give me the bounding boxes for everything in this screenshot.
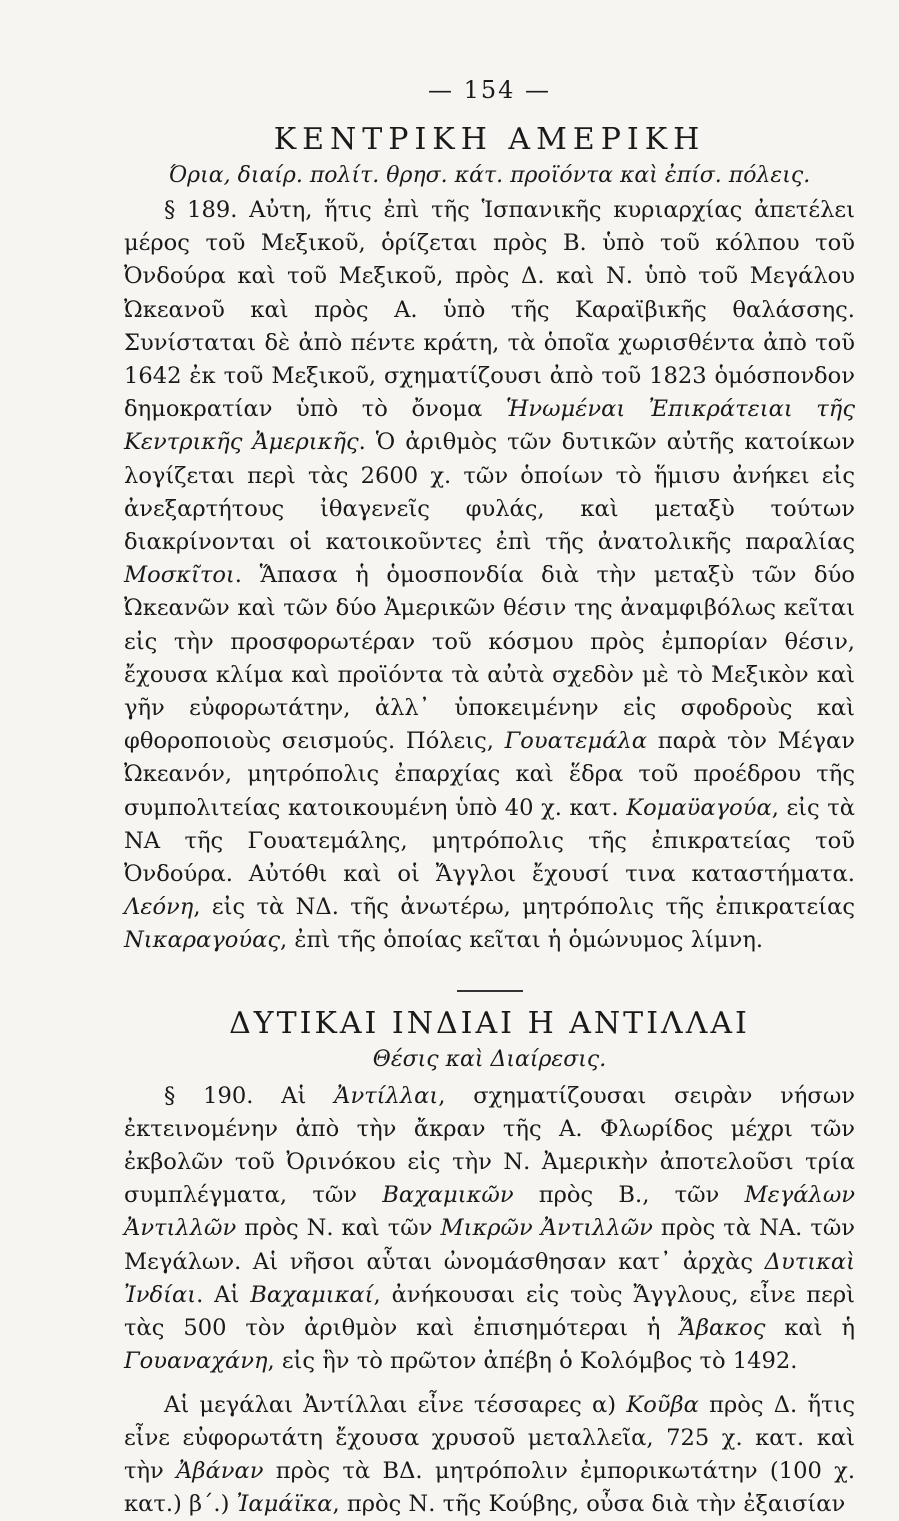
text-run: , εἰς ἣν τὸ πρῶτον ἀπέβη ὁ Κολόμβος τὸ 1492. — [267, 1348, 797, 1374]
text-run: πρὸς τὰ ΒΔ. μητρόπολιν ἐμπορικωτάτην (100 χ. κατ.) β΄.) — [124, 1458, 855, 1517]
text-run: καὶ ἡ — [765, 1315, 855, 1341]
italic-term: Γουατεμάλα — [505, 728, 647, 754]
italic-term: Ἀβάναν — [176, 1458, 263, 1484]
text-run: πρὸς Β., τῶν — [514, 1182, 745, 1208]
paragraph-great-antilles — [124, 1389, 855, 1521]
paragraph-190 — [124, 1080, 855, 1379]
text-run: , ἀνήκουσαι εἰς τοὺς Ἄγγλους, εἶνε περὶ τὰς 500 τὸν ἀριθμὸν καὶ ἐπισημότεραι ἡ — [124, 1282, 855, 1341]
paragraph-189 — [124, 194, 855, 958]
italic-term: Ἀντίλλαι — [334, 1083, 438, 1109]
text-run: . Ἅπασα ἡ ὁμοσπονδία διὰ τὴν μεταξὺ τῶν δύο Ὠκεανῶν καὶ τῶν δύο Ἀμερικῶν θέσιν της ἀναμφιβόλως κεῖται εἰς τὴν προσφορωτέραν τοῦ κόσμου πρὸς ἐμπορίαν θέσιν, ἔχουσα κλίμα καὶ προϊόντα τὰ αὐτὰ σχεδὸν μὲ τὸ Μεξικὸν καὶ γῆν εὐφορωτάτην, ἀλλ᾽ ὑποκειμένην εἰς σφοδροὺς καὶ φθοροποιοὺς σεισμούς. Πόλεις, — [124, 562, 855, 754]
text-run: . Αἱ — [196, 1282, 250, 1308]
italic-term: Δυτικαὶ Ἰνδίαι — [124, 1249, 855, 1308]
section-title-central-america: ΚΕΝΤΡΙΚΗ ΑΜΕΡΙΚΗ — [124, 122, 855, 157]
italic-term: Βαχαμικαί — [250, 1282, 373, 1308]
text-run: πρὸς τὰ ΝΑ. τῶν Μεγάλων. Αἱ νῆσοι αὗται ὠνομάσθησαν κατ᾽ ἀρχὰς — [124, 1215, 855, 1274]
page-number: — 154 — — [124, 76, 855, 104]
italic-term: Ἰαμάϊκα — [237, 1491, 333, 1517]
text-run: § 190. Αἱ — [164, 1083, 334, 1109]
italic-term: Νικαραγούας — [124, 927, 280, 953]
text-run: πρὸς Ν. καὶ τῶν — [236, 1215, 440, 1241]
italic-term: Βαχαμικῶν — [382, 1182, 513, 1208]
italic-term: Μεγάλων Ἀντιλλῶν — [124, 1182, 855, 1241]
text-run: , εἰς τὰ ΝΔ. τῆς ἀνωτέρω, μητρόπολις τῆς ἐπικρατείας — [193, 894, 855, 920]
text-run: , σχηματίζουσαι σειρὰν νήσων ἐκτεινομένην ἀπὸ τὴν ἄκραν τῆς Α. Φλωρίδος μέχρι τῶν ἐκβολῶν τοῦ Ὀρινόκου εἰς τὴν Ν. Ἀμερικὴν ἀποτελοῦσι τρία συμπλέγματα, τῶν — [124, 1083, 855, 1209]
italic-term: Ἡνωμέναι Ἐπικράτειαι τῆς Κεντρικῆς Ἀμερικῆς — [124, 396, 855, 455]
italic-term: Μικρῶν Ἀντιλλῶν — [440, 1215, 652, 1241]
italic-term: Μοσκῖτοι — [124, 562, 235, 588]
italic-term: Ἄβακος — [679, 1315, 765, 1341]
text-run: . Ὁ ἀριθμὸς τῶν δυτικῶν αὐτῆς κατοίκων λογίζεται περὶ τὰς 2600 χ. τῶν ὁποίων τὸ ἥμισυ ἀνήκει εἰς ἀνεξαρτήτους ἰθαγενεῖς φυλάς, καὶ μεταξὺ τούτων διακρίνονται οἱ κατοικοῦντες ἐπὶ τῆς ἀνατολικῆς παραλίας — [124, 429, 855, 555]
italic-term: Γουαναχάνη — [124, 1348, 267, 1374]
section-divider — [457, 990, 523, 992]
paragraph-gap — [124, 1379, 855, 1389]
text-run: , εἰς τὰ ΝΑ τῆς Γουατεμάλης, μητρόπολις τῆς ἐπικρατείας τοῦ Ὀνδούρα. Αὐτόθι καὶ οἱ Ἄγγλοι ἔχουσί τινα καταστήματα. — [124, 795, 855, 887]
italic-term: Λεόνη — [124, 894, 193, 920]
text-run: , πρὸς Ν. τῆς Κούβης, οὖσα διὰ τὴν ἐξαισίαν — [333, 1491, 846, 1517]
italic-term: Κοῦβα — [626, 1392, 699, 1418]
section-title-west-indies: ΔΥΤΙΚΑΙ ΙΝΔΙΑΙ Η ΑΝΤΙΛΛΑΙ — [124, 1006, 855, 1041]
section-subhead-central-america: Όρια, διαίρ. πολίτ. θρησ. κάτ. προϊόντα καὶ ἐπίσ. πόλεις. — [124, 163, 855, 188]
text-run: Αἱ μεγάλαι Ἀντίλλαι εἶνε τέσσαρες α) — [164, 1392, 626, 1418]
italic-term: Κομαϋαγούα — [626, 795, 772, 821]
text-run: § 189. Αὐτη, ἥτις ἐπὶ τῆς Ἱσπανικῆς κυριαρχίας ἀπετέλει μέρος τοῦ Μεξικοῦ, ὁρίζεται πρὸς Β. ὑπὸ τοῦ κόλπου τοῦ Ὀνδούρα καὶ τοῦ Μεξικοῦ, πρὸς Δ. καὶ Ν. ὑπὸ τοῦ Μεγάλου Ὠκεανοῦ καὶ πρὸς Α. ὑπὸ τῆς Καραϊβικῆς θαλάσσης. Συνίσταται δὲ ἀπὸ πέντε κράτη, τὰ ὁποῖα χωρισθέντα ἀπὸ τοῦ 1642 ἐκ τοῦ Μεξικοῦ, σχηματίζουσι ἀπὸ τοῦ 1823 ὁμόσπονδον δημοκρατίαν ὑπὸ τὸ ὄνομα — [124, 197, 855, 422]
section-subhead-west-indies: Θέσις καὶ Διαίρεσις. — [124, 1047, 855, 1072]
text-run: παρὰ τὸν Μέγαν Ὠκεανόν, μητρόπολις ἐπαρχίας καὶ ἕδρα τοῦ προέδρου τῆς συμπολιτείας κατοικουμένη ὑπὸ 40 χ. κατ. — [124, 728, 855, 820]
text-run: , ἐπὶ τῆς ὁποίας κεῖται ἡ ὁμώνυμος λίμνη. — [280, 927, 763, 953]
text-run: πρὸς Δ. ἥτις εἶνε εὐφορωτάτη ἔχουσα χρυσοῦ μεταλλεῖα, 725 χ. κατ. καὶ τὴν — [124, 1392, 855, 1484]
